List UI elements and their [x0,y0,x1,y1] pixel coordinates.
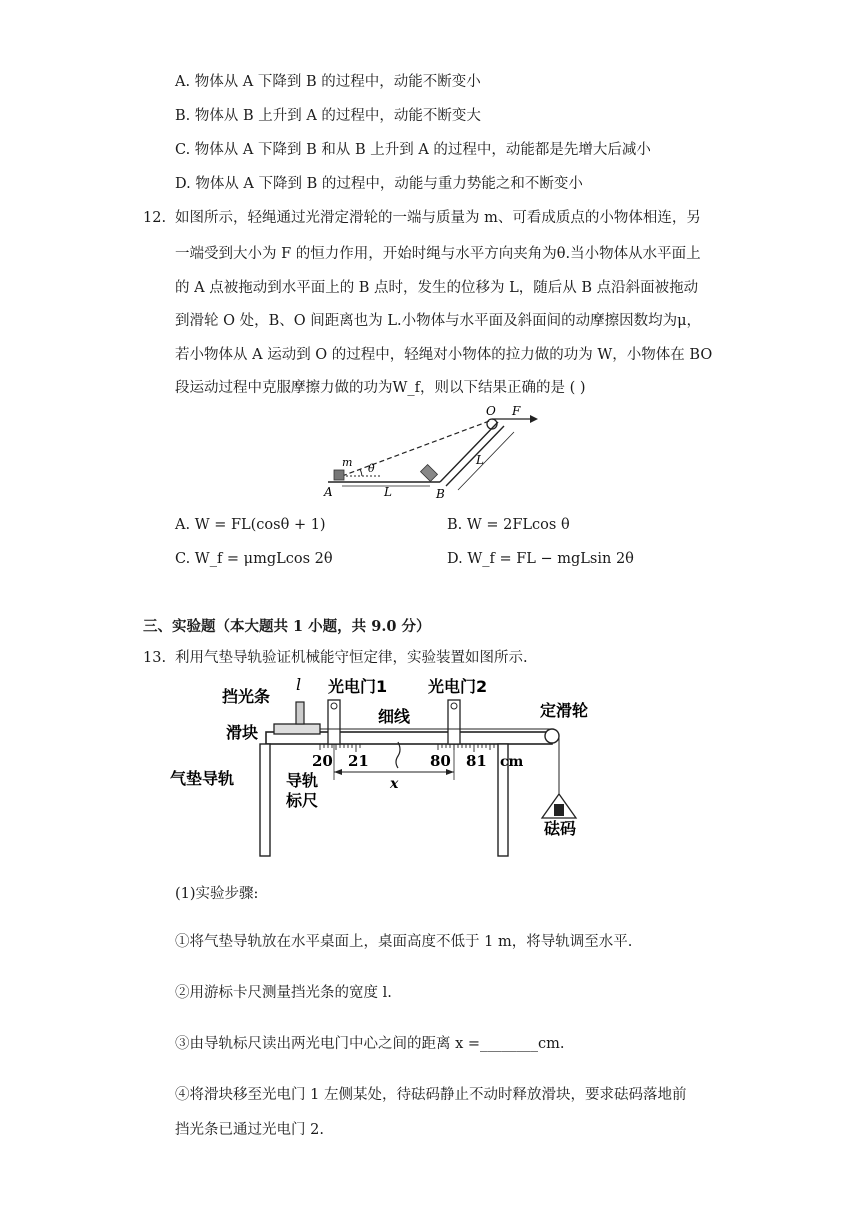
q11-option-a: A. 物体从 A 下降到 B 的过程中，动能不断变小 [175,74,481,90]
left-leg [260,744,270,856]
rope-dashed [342,420,492,476]
force-arrow-head [530,415,538,423]
q12-option-a: A. W = FL(cosθ + 1) [175,517,326,533]
label-gate1: 光电门1 [328,677,388,696]
dimension-l-incline [458,432,514,490]
pulley-icon [545,729,559,743]
x-arrow-left [334,769,342,775]
q13-step-4-cont: 挡光条已通过光电门 2. [175,1122,324,1138]
label-tick-80: 80 [430,752,451,770]
rail-break [396,742,400,768]
incline-line-1 [440,422,498,482]
scale-ticks-left [320,744,360,752]
label-b: B [436,487,445,500]
scale-ticks-right [438,744,494,752]
q13-step-4: ④将滑块移至光电门 1 左侧某处，待砝码静止不动时释放滑块，要求砝码落地前 [175,1087,687,1103]
label-tick-81: 81 [466,752,487,770]
label-l: l [296,675,302,694]
q13-step-3: ③由导轨标尺读出两光电门中心之间的距离 x =________cm. [175,1036,565,1052]
label-l-incline: L [476,453,484,467]
q12-line-5: 若小物体从 A 运动到 O 的过程中，轻绳对小物体的拉力做的功为 W，小物体在 BO [175,347,713,363]
q12-figure [320,402,560,500]
q12-number: 12. [143,210,167,226]
q13-figure [168,672,618,860]
q13-step-2: ②用游标卡尺测量挡光条的宽度 l. [175,985,392,1001]
q13-step-1: ①将气垫导轨放在水平桌面上，桌面高度不低于 1 m，将导轨调至水平. [175,934,633,950]
q11-option-c: C. 物体从 A 下降到 B 和从 B 上升到 A 的过程中，动能都是先增大后减小 [175,142,651,158]
block-a [334,470,344,480]
q13-intro: 利用气垫导轨验证机械能守恒定律，实验装置如图所示. [175,650,528,666]
slider [274,724,320,734]
q12-line-6: 段运动过程中克服摩擦力做的功为W_f，则以下结果正确的是 ( ) [175,380,586,396]
q12-line-4: 到滑轮 O 处，B、O 间距离也为 L.小物体与水平面及斜面间的动摩擦因数均为μ， [175,313,702,329]
label-l-ground: L [384,485,392,499]
angle-arc [360,469,362,476]
label-gate2: 光电门2 [428,677,488,696]
label-scale-2: 标尺 [286,791,319,810]
photogate-2 [448,700,460,744]
label-cm: cm [500,754,524,770]
label-pulley: 定滑轮 [540,701,589,720]
label-m: m [342,456,353,469]
label-slider: 滑块 [226,723,259,742]
section-3-title: 三、实验题（本大题共 1 小题，共 9.0 分） [143,618,431,635]
q13-steps-title: (1)实验步骤: [175,886,259,902]
block-b [421,465,438,482]
q12-line-2: 一端受到大小为 F 的恒力作用，开始时绳与水平方向夹角为θ.当小物体从水平面上 [175,246,701,262]
q12-line-3: 的 A 点被拖动到水平面上的 B 点时，发生的位移为 L，随后从 B 点沿斜面被拖动 [175,280,699,296]
weight-block [554,804,564,816]
q13-number: 13. [143,650,167,666]
label-tick-20: 20 [312,752,333,770]
label-theta: θ [368,462,375,475]
photogate-1 [328,700,340,744]
label-rail: 气垫导轨 [170,769,235,788]
q12-option-d: D. W_f = FL − mgLsin 2θ [447,551,634,567]
label-x: x [390,776,399,792]
q11-option-b: B. 物体从 B 上升到 A 的过程中，动能不断变大 [175,108,481,124]
label-weight: 砝码 [544,819,577,838]
q12-option-c: C. W_f = μmgLcos 2θ [175,551,333,567]
label-scale-1: 导轨 [286,771,319,790]
q11-option-d: D. 物体从 A 下降到 B 的过程中，动能与重力势能之和不断变小 [175,176,583,192]
label-f: F [512,404,521,418]
label-o: O [486,404,496,418]
label-shade: 挡光条 [222,687,271,706]
q12-line-1: 如图所示，轻绳通过光滑定滑轮的一端与质量为 m、可看成质点的小物体相连，另 [175,210,701,226]
shade-bar [296,702,304,724]
label-string: 细线 [378,707,411,726]
incline-line-2 [446,426,504,486]
label-a: A [324,485,333,499]
label-tick-21: 21 [348,752,369,770]
q12-option-b: B. W = 2FLcos θ [447,517,570,533]
